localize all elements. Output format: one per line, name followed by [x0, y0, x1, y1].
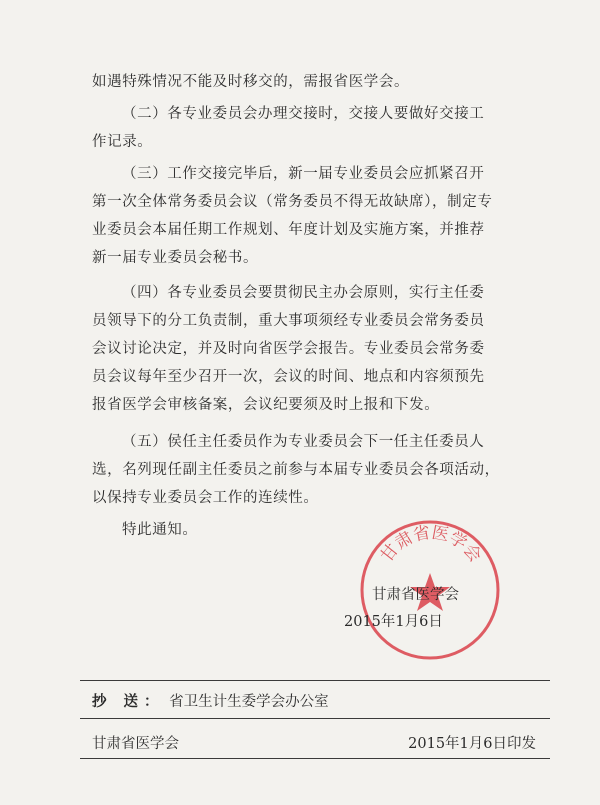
- text-line: （四）各专业委员会要贯彻民主办会原则，实行主任委: [122, 285, 485, 301]
- footer-issuer: 甘肃省医学会: [92, 736, 179, 752]
- signature-date: 2015年1月6日: [344, 614, 443, 630]
- text-line: 作记录。: [92, 134, 153, 150]
- text-line: 选，名列现任副主任委员之前参与本届专业委员会各项活动，: [92, 462, 500, 478]
- cc-recipient: 省卫生计生委学会办公室: [169, 694, 329, 710]
- divider-bottom: [80, 758, 550, 759]
- text-line: 以保持专业委员会工作的连续性。: [92, 490, 319, 506]
- text-line: 员会议每年至少召开一次，会议的时间、地点和内容须预先: [92, 369, 485, 385]
- footer-issue-date: 2015年1月6日印发: [408, 736, 536, 752]
- text-line: （三）工作交接完毕后，新一届专业委员会应抓紧召开: [122, 166, 485, 182]
- text-line: 如遇特殊情况不能及时移交的，需报省医学会。: [92, 74, 410, 90]
- paragraph-continuation: [92, 68, 532, 96]
- text-line: 会议讨论决定，并及时向省医学会报告。专业委员会常务委: [92, 341, 485, 357]
- text-line: 报省医学会审核备案，会议纪要须及时上报和下发。: [92, 397, 440, 413]
- cc-label: 抄 送：: [92, 693, 165, 710]
- closing-text: 特此通知。: [122, 522, 198, 538]
- text-line: 业委员会本届任期工作规划、年度计划及实施方案，并推荐: [92, 222, 485, 238]
- divider-top: [80, 680, 550, 681]
- paragraph-2: [92, 100, 532, 156]
- text-line: （五）侯任主任委员作为专业委员会下一任主任委员人: [122, 434, 485, 450]
- text-line: （二）各专业委员会办理交接时，交接人要做好交接工: [122, 106, 485, 122]
- signature-organization: 甘肃省医学会: [372, 587, 459, 603]
- paragraph-3: [92, 160, 532, 272]
- divider-middle: [80, 718, 550, 719]
- text-line: 新一届专业委员会秘书。: [92, 250, 259, 266]
- paragraph-4: [92, 279, 532, 419]
- paragraph-5: [92, 428, 532, 512]
- text-line: 员领导下的分工负责制，重大事项须经专业委员会常务委员: [92, 313, 485, 329]
- text-line: 第一次全体常务委员会议（常务委员不得无故缺席），制定专: [92, 194, 493, 210]
- cc-line: [92, 690, 329, 711]
- seal-arc-text: 甘肃省医学会: [376, 522, 486, 567]
